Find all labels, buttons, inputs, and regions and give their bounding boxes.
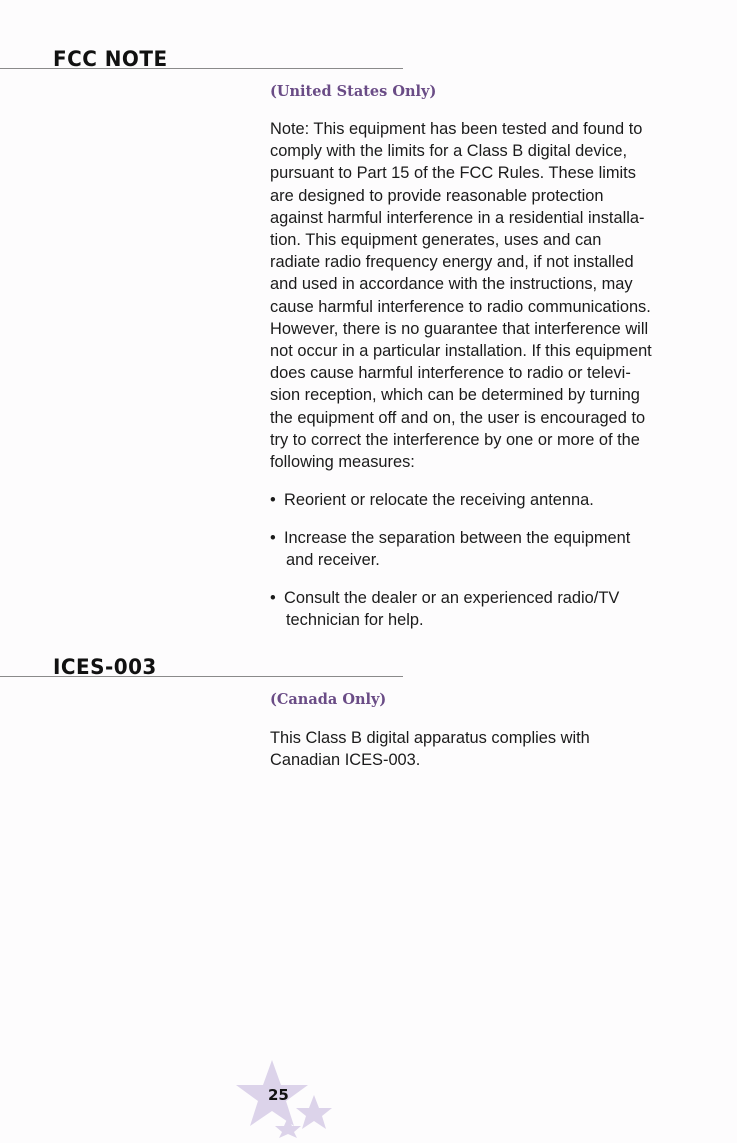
fcc-body-line: are designed to provide reasonable protection — [270, 186, 604, 205]
fcc-body-line: However, there is no guarantee that interference will — [270, 319, 649, 338]
ices-heading-rule — [0, 676, 403, 677]
fcc-bullet-text: Consult the dealer or an experienced radio/TV — [284, 589, 620, 607]
fcc-body-line: try to correct the interference by one or more of the — [270, 430, 640, 449]
fcc-body-line: and used in accordance with the instructions, may — [270, 275, 633, 294]
fcc-heading-rule — [0, 68, 403, 69]
fcc-bullet-item — [270, 587, 690, 631]
fcc-bullet-item — [270, 489, 690, 511]
fcc-body — [270, 118, 690, 473]
ices-heading: ICES-003 — [53, 655, 157, 679]
page-number: 25 — [268, 1086, 289, 1104]
fcc-body-line: not occur in a particular installation. If this equipment — [270, 342, 652, 361]
fcc-body-line: does cause harmful interference to radio or televi- — [270, 364, 631, 383]
fcc-bullet-text: Increase the separation between the equipment — [284, 529, 631, 547]
fcc-bullet-item — [270, 527, 690, 571]
fcc-body-line: pursuant to Part 15 of the FCC Rules. These limits — [270, 164, 636, 183]
fcc-subheading: (United States Only) — [270, 83, 437, 100]
fcc-bullet-text: Reorient or relocate the receiving antenna. — [284, 491, 594, 509]
fcc-body-line: sion reception, which can be determined by turning — [270, 386, 640, 405]
bullet-dot-icon: • — [270, 589, 276, 607]
fcc-body-line: comply with the limits for a Class B digital device, — [270, 142, 628, 161]
bullet-dot-icon: • — [270, 529, 276, 547]
fcc-body-line: cause harmful interference to radio communications. — [270, 297, 651, 316]
bullet-dot-icon: • — [270, 491, 276, 509]
fcc-body-line: against harmful interference in a residential installa- — [270, 208, 645, 227]
fcc-body-line: tion. This equipment generates, uses and can — [270, 231, 602, 250]
fcc-bullet-text-continued: and receiver. — [286, 551, 380, 570]
fcc-body-line: radiate radio frequency energy and, if not installed — [270, 253, 634, 272]
fcc-body-line: Note: This equipment has been tested and found to — [270, 120, 643, 138]
ices-body-line: This Class B digital apparatus complies with — [270, 729, 590, 747]
fcc-body-line: the equipment off and on, the user is encouraged to — [270, 408, 646, 427]
fcc-heading: FCC NOTE — [53, 47, 168, 71]
ices-body — [270, 727, 690, 771]
fcc-body-line: following measures: — [270, 453, 415, 472]
ices-subheading: (Canada Only) — [270, 691, 387, 708]
fcc-bullet-text-continued: technician for help. — [286, 611, 424, 630]
ices-body-line: Canadian ICES-003. — [270, 751, 421, 770]
